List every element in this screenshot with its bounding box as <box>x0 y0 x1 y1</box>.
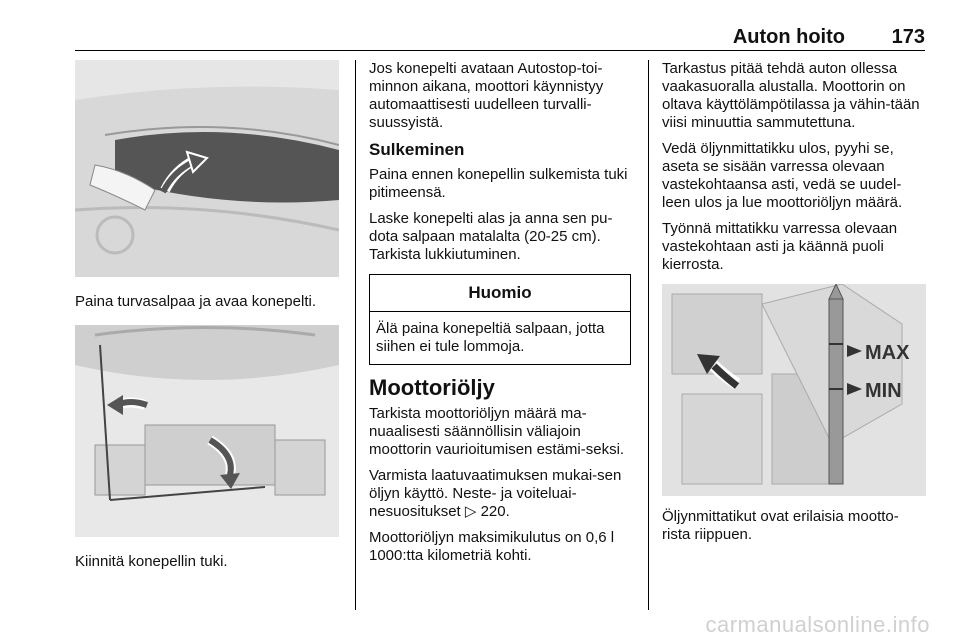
dipstick-min-label: MIN <box>865 380 902 402</box>
figure1-caption: Paina turvasalpaa ja avaa konepelti. <box>75 293 316 310</box>
oil-paragraph-2-text: Varmista laatuvaatimuksen mukai-sen öljyn käyttö. Neste- ja voiteluai-nesuositukset <box>369 467 622 520</box>
page-reference-arrow-icon: ▷ <box>464 503 481 520</box>
notice-body: Älä paina konepeltiä salpaan, jotta siihen ei tule lommoja. <box>376 320 605 355</box>
watermark: carmanualsonline.info <box>705 612 930 637</box>
header-rule <box>75 50 925 51</box>
column-3 <box>662 60 927 552</box>
oil-paragraph-1: Tarkista moottoriöljyn määrä ma-nuaalisesti säännöllisin väliajoin moottorin vaurioitumisen estämi-seksi. <box>369 405 625 458</box>
closing-paragraph-2: Laske konepelti alas ja anna sen pu-dota salpaan matalalta (20-25 cm). Tarkista lukkiutuminen. <box>369 210 613 263</box>
column-1 <box>75 60 340 579</box>
closing-paragraph-1: Paina ennen konepellin sulkemista tuki pitimeensä. <box>369 166 628 201</box>
hood-support-illustration <box>75 325 339 537</box>
column-divider-1 <box>355 60 356 610</box>
hood-release-figure <box>75 60 339 277</box>
page-number: 173 <box>891 26 925 48</box>
dipstick-illustration <box>662 284 926 496</box>
hood-support-figure <box>75 325 339 537</box>
oil-paragraph-3: Moottoriöljyn maksimikulutus on 0,6 l 1000:tta kilometriä kohti. <box>369 529 615 564</box>
notice-box <box>369 274 631 365</box>
column-divider-2 <box>648 60 649 610</box>
check-paragraph-1: Tarkastus pitää tehdä auton ollessa vaakasuoralla alustalla. Moottorin on oltava käyttölämpötilassa ja vähin-tään viisi minuuttia sammutettuna. <box>662 60 920 131</box>
dipstick-max-label: MAX <box>865 342 910 364</box>
autostop-paragraph: Jos konepelti avataan Autostop-toi-minnon aikana, moottori käynnistyy automaattisesti uudelleen turvalli-suussyistä. <box>369 60 604 131</box>
check-paragraph-3: Työnnä mittatikku varressa olevaan vastekohtaan asti ja käännä puoli kierrosta. <box>662 220 898 273</box>
engine-oil-heading: Moottoriöljy <box>369 375 495 400</box>
closing-heading: Sulkeminen <box>369 140 465 159</box>
section-title: Auton hoito <box>732 26 845 48</box>
notice-title: Huomio <box>370 275 630 312</box>
column-2 <box>369 60 634 573</box>
dipstick-figure <box>662 284 926 496</box>
page-header <box>75 26 925 50</box>
page-reference-link[interactable]: 220. <box>480 503 510 520</box>
oil-paragraph-2 <box>369 467 634 521</box>
check-paragraph-2: Vedä öljynmittatikku ulos, pyyhi se, aseta se sisään varressa olevaan vastekohtaansa asti, vedä se uudel-leen ulos ja lue moottoriöljyn määrä. <box>662 140 903 211</box>
hood-release-illustration <box>75 60 339 277</box>
dipstick-figure-caption: Öljynmittatikut ovat erilaisia mootto-rista riippuen. <box>662 508 899 543</box>
figure2-caption: Kiinnitä konepellin tuki. <box>75 553 228 570</box>
